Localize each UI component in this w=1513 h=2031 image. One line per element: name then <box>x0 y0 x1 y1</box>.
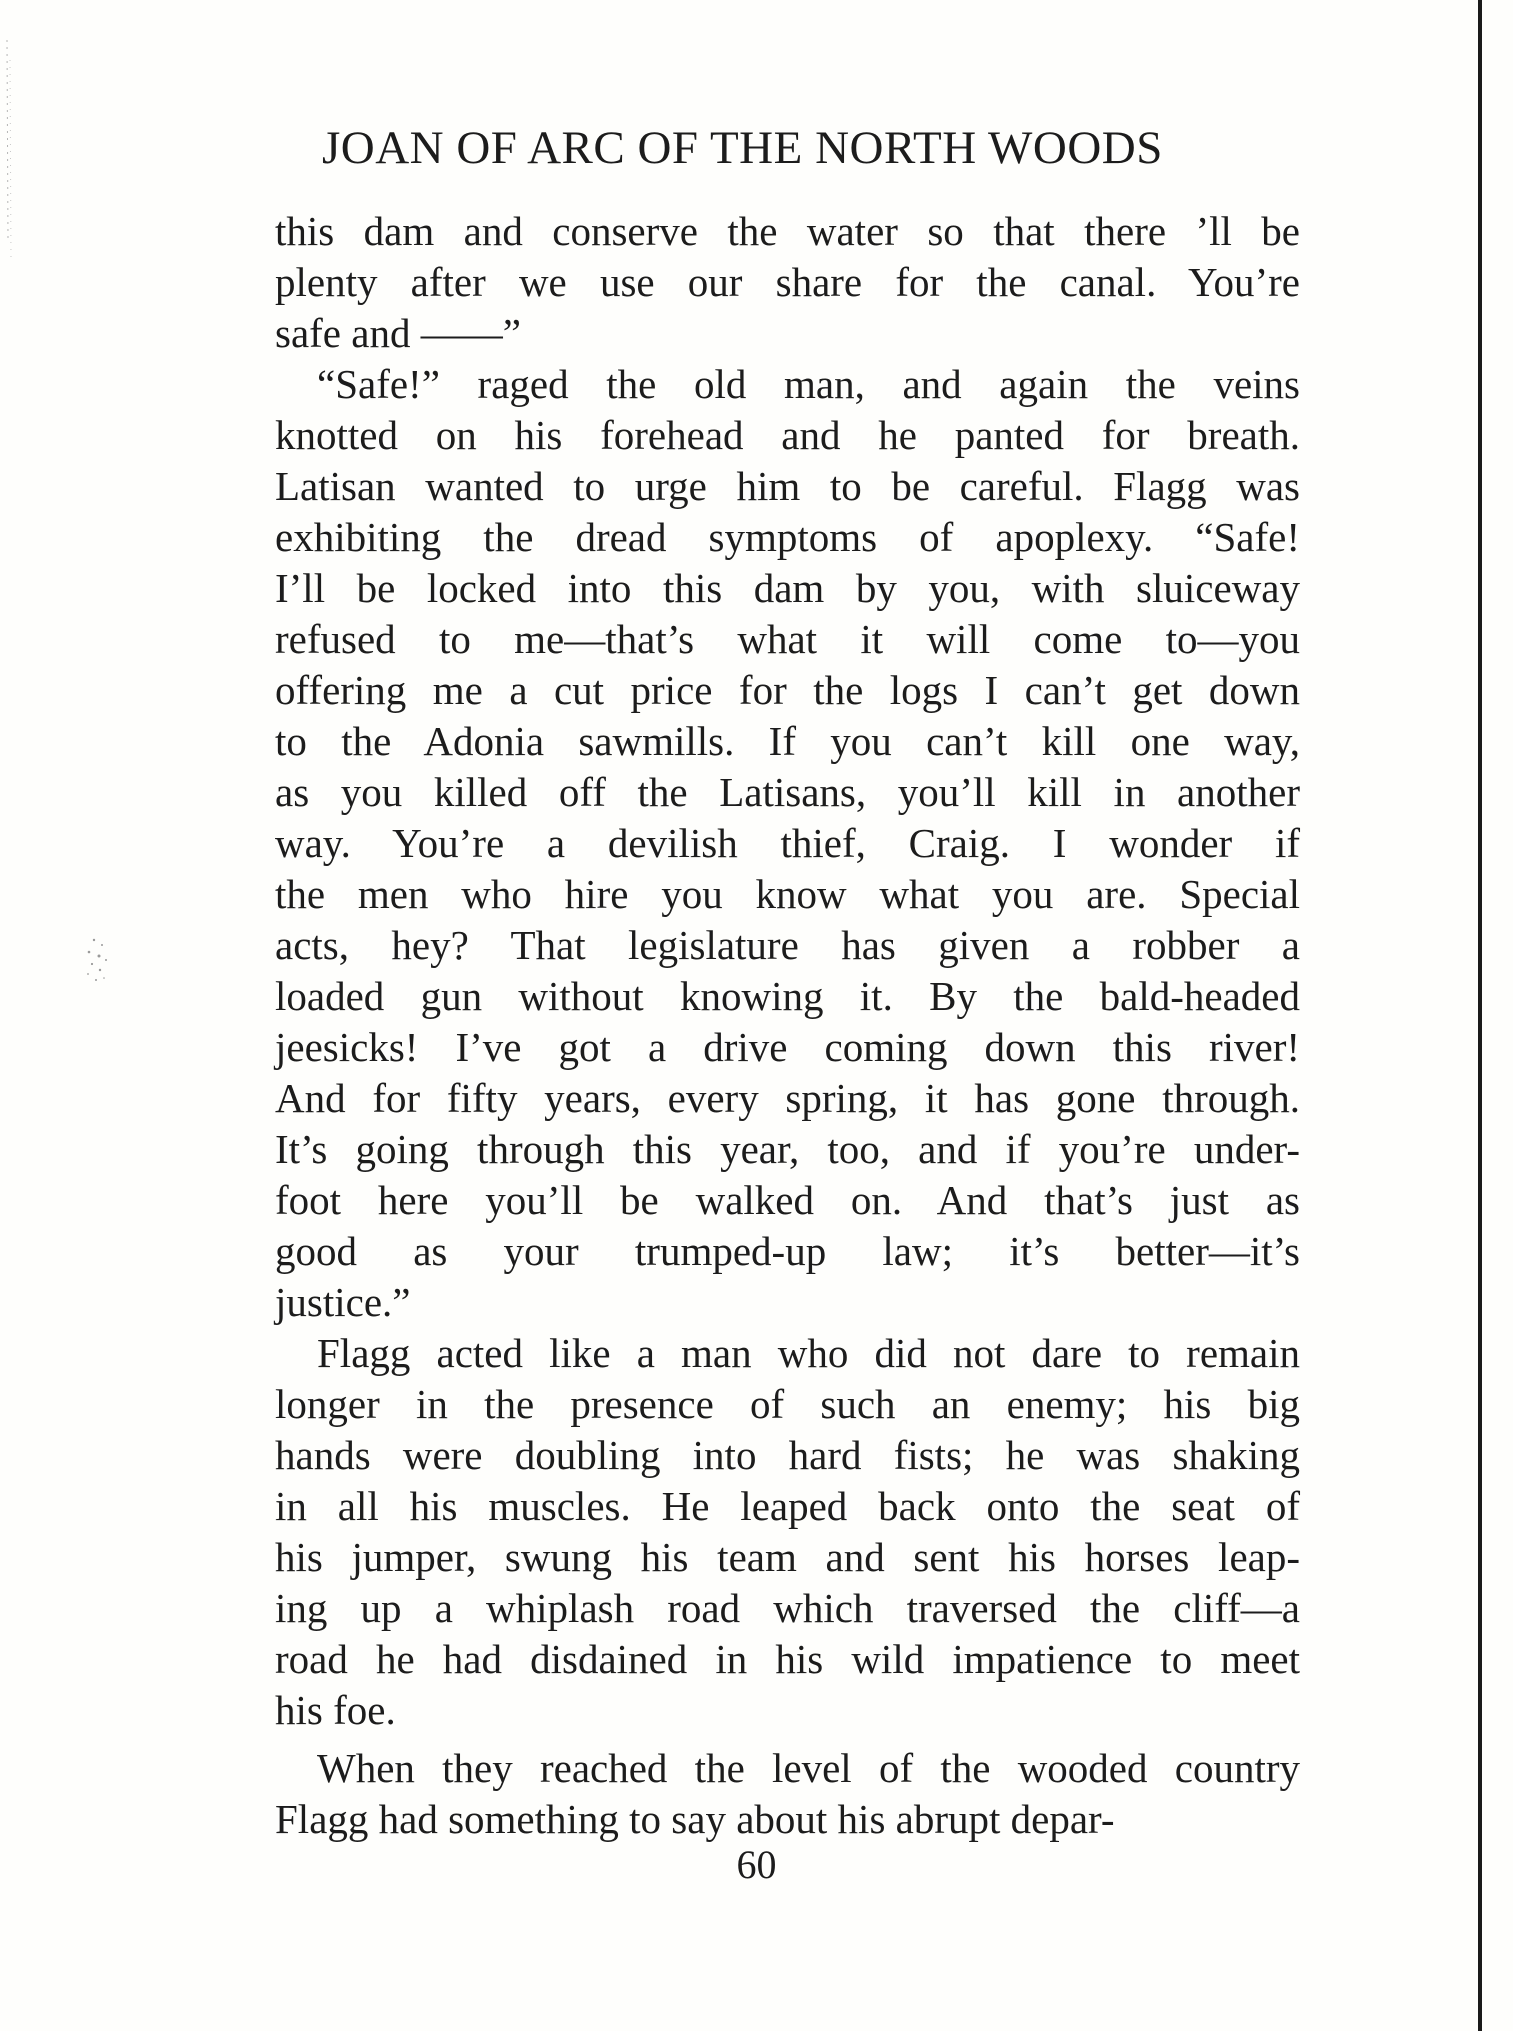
text-line: the men who hire you know what you are. Special <box>275 871 1300 917</box>
text-line: hands were doubling into hard fists; he was shaking <box>275 1432 1300 1478</box>
running-head: JOAN OF ARC OF THE NORTH WOODS <box>322 122 1163 174</box>
paragraph <box>275 206 1300 359</box>
text-line: to the Adonia sawmills. If you can’t kill one way, <box>275 718 1300 764</box>
text-line: longer in the presence of such an enemy; his big <box>275 1381 1300 1427</box>
text-line: Flagg had something to say about his abrupt depar- <box>275 1796 1115 1842</box>
text-line: exhibiting the dread symptoms of apoplexy. “Safe! <box>275 514 1300 560</box>
text-line: When they reached the level of the wooded country <box>317 1745 1300 1791</box>
text-line: acts, hey? That legislature has given a robber a <box>275 922 1300 968</box>
text-line: offering me a cut price for the logs I can’t get down <box>275 667 1300 713</box>
text-line: jeesicks! I’ve got a drive coming down this river! <box>275 1024 1300 1070</box>
text-line: foot here you’ll be walked on. And that’s just as <box>275 1177 1300 1223</box>
text-line: I’ll be locked into this dam by you, with sluiceway <box>275 565 1300 611</box>
ink-smudge <box>74 930 124 1000</box>
text-line: justice.” <box>275 1279 411 1325</box>
text-line: Flagg acted like a man who did not dare to remain <box>317 1330 1300 1376</box>
text-line: Latisan wanted to urge him to be careful. Flagg was <box>275 463 1300 509</box>
text-line: loaded gun without knowing it. By the bald-headed <box>275 973 1300 1019</box>
text-line: his jumper, swung his team and sent his horses leap- <box>275 1534 1300 1580</box>
text-line: as you killed off the Latisans, you’ll kill in another <box>275 769 1300 815</box>
text-line: safe and ——” <box>275 310 521 356</box>
text-line: It’s going through this year, too, and if you’re under- <box>275 1126 1300 1172</box>
paragraph <box>275 359 1300 1328</box>
text-line: “Safe!” raged the old man, and again the veins <box>317 361 1300 407</box>
paragraph-gap <box>275 1736 1300 1743</box>
text-line: this dam and conserve the water so that there ’ll be <box>275 208 1300 254</box>
text-line: way. You’re a devilish thief, Craig. I wonder if <box>275 820 1300 866</box>
paragraph <box>275 1743 1300 1845</box>
text-line: good as your trumped-up law; it’s better—it’s <box>275 1228 1300 1274</box>
page-number: 60 <box>736 1842 777 1887</box>
text-line: in all his muscles. He leaped back onto the seat of <box>275 1483 1300 1529</box>
page-edge-rule <box>1478 0 1482 2031</box>
text-line: his foe. <box>275 1687 396 1733</box>
scan-edge-specks <box>4 40 14 270</box>
body-text <box>275 206 1300 1845</box>
text-line: road he had disdained in his wild impatience to meet <box>275 1636 1300 1682</box>
paragraph <box>275 1328 1300 1736</box>
text-line: And for fifty years, every spring, it has gone through. <box>275 1075 1300 1121</box>
text-line: plenty after we use our share for the canal. You’re <box>275 259 1300 305</box>
text-line: ing up a whiplash road which traversed the cliff—a <box>275 1585 1300 1631</box>
text-line: refused to me—that’s what it will come to—you <box>275 616 1300 662</box>
text-line: knotted on his forehead and he panted for breath. <box>275 412 1300 458</box>
